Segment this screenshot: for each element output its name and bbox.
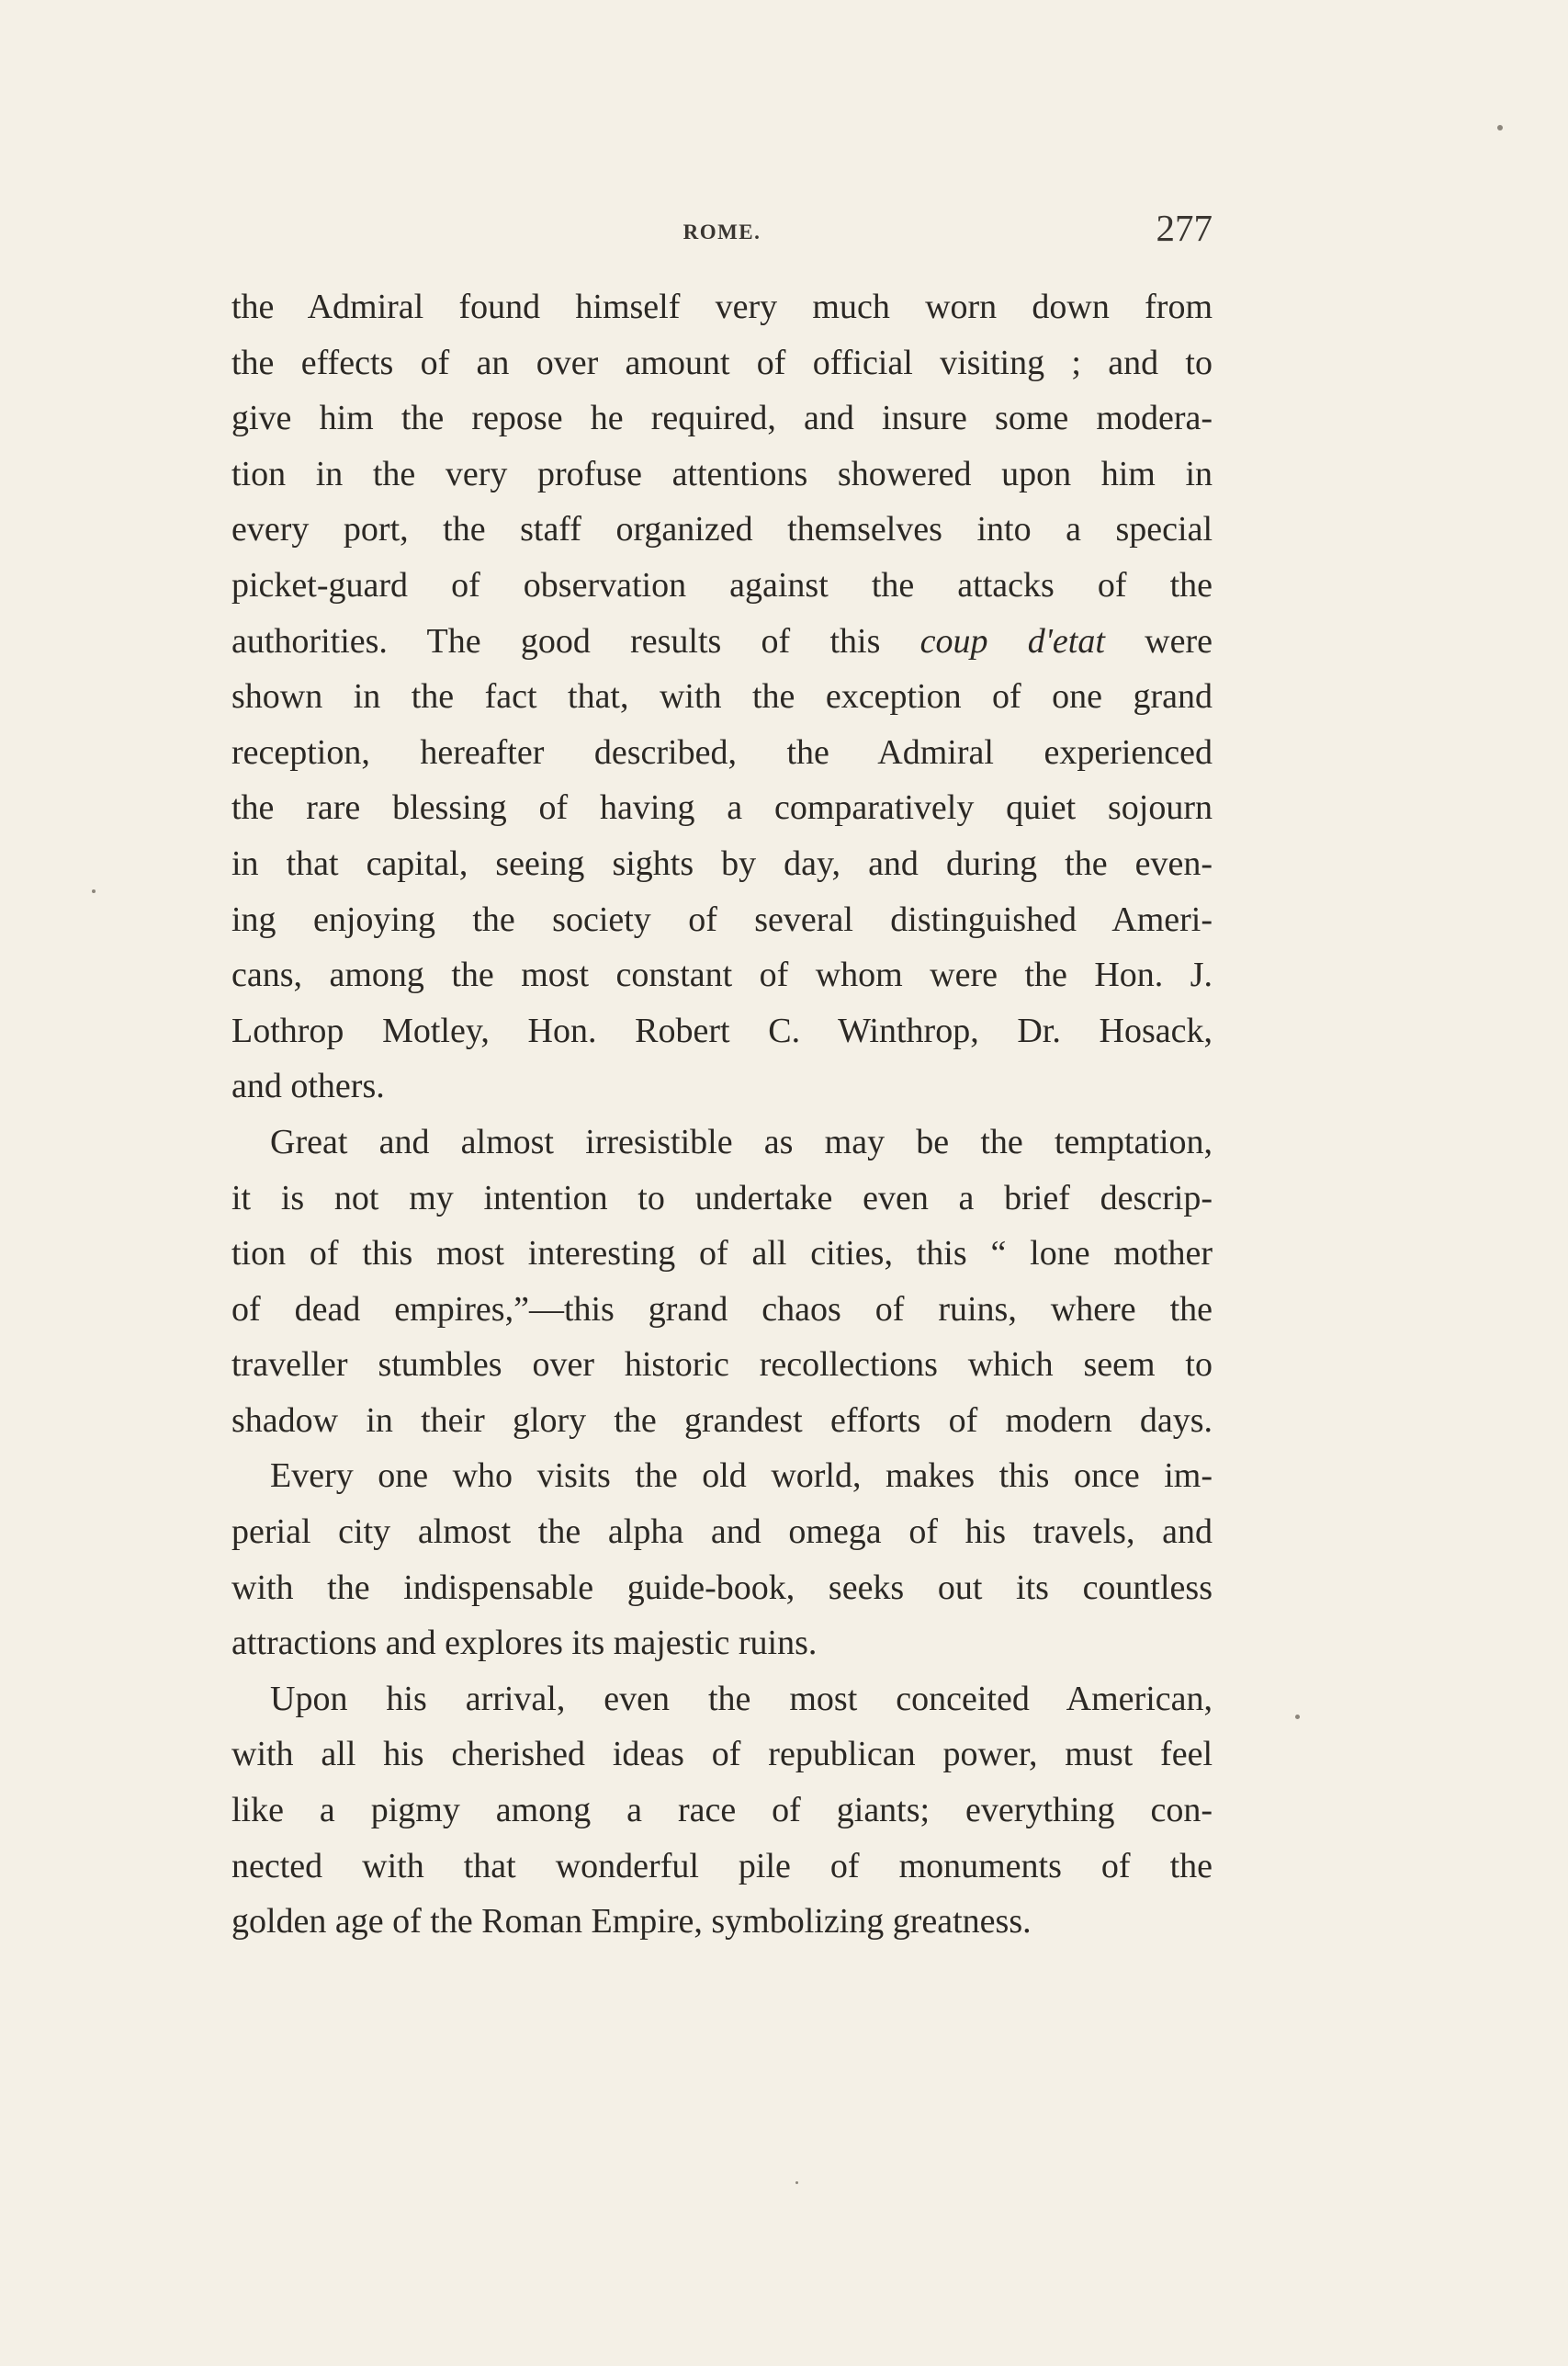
- text-line: it is not my intention to undertake even a brief descrip-: [231, 1178, 1213, 1217]
- running-head: [231, 206, 1213, 254]
- text-line: cans, among the most constant of whom were the Hon. J.: [231, 956, 1213, 995]
- text-line: tion in the very profuse attentions showered upon him in: [231, 454, 1213, 493]
- text-line: authorities. The good results of this coup d'etat were: [231, 621, 1213, 661]
- paper-speck: [92, 889, 96, 893]
- paragraph-3: [231, 1448, 1213, 1670]
- text-line: perial city almost the alpha and omega of his travels, and: [231, 1512, 1213, 1552]
- text-line: ing enjoying the society of several distinguished Ameri-: [231, 900, 1213, 939]
- text-line: shadow in their glory the grandest efforts of modern days.: [231, 1400, 1213, 1440]
- page-number: 277: [1156, 207, 1213, 249]
- text-line: and others.: [231, 1067, 385, 1106]
- text-line: nected with that wonderful pile of monuments of the: [231, 1846, 1213, 1885]
- body-text: [231, 279, 1213, 1950]
- text-line: with the indispensable guide-book, seeks out its countless: [231, 1568, 1213, 1607]
- text-line: picket-guard of observation against the attacks of the: [231, 565, 1213, 605]
- text-line: attractions and explores its majestic ruins.: [231, 1624, 818, 1663]
- text-line: in that capital, seeing sights by day, and during the even-: [231, 843, 1213, 883]
- text-line: every port, the staff organized themselves into a special: [231, 510, 1213, 549]
- text-line: Great and almost irresistible as may be the temptation,: [270, 1122, 1213, 1161]
- text-line: the rare blessing of having a comparatively quiet sojourn: [231, 788, 1213, 828]
- paragraph-2: [231, 1115, 1213, 1449]
- text-line: with all his cherished ideas of republican power, must feel: [231, 1735, 1213, 1774]
- text-line: like a pigmy among a race of giants; everything con-: [231, 1791, 1213, 1830]
- text-line: traveller stumbles over historic recollections which seem to: [231, 1345, 1213, 1385]
- text-line: of dead empires,”—this grand chaos of ruins, where the: [231, 1289, 1213, 1329]
- paper-speck: [795, 2181, 798, 2184]
- text-line: shown in the fact that, with the exception of one grand: [231, 677, 1213, 717]
- text-line: golden age of the Roman Empire, symbolizing greatness.: [231, 1902, 1032, 1941]
- text-line: Every one who visits the old world, makes this once im-: [270, 1456, 1213, 1496]
- text-line: the effects of an over amount of official visiting ; and to: [231, 343, 1213, 382]
- text-line: give him the repose he required, and insure some modera-: [231, 399, 1213, 438]
- running-title: ROME.: [682, 221, 761, 243]
- text-line: reception, hereafter described, the Admiral experienced: [231, 732, 1213, 772]
- text-line: Upon his arrival, even the most conceited American,: [270, 1679, 1213, 1718]
- text-line: tion of this most interesting of all cities, this “ lone mother: [231, 1234, 1213, 1274]
- paragraph-4: [231, 1671, 1213, 1950]
- text-line: Lothrop Motley, Hon. Robert C. Winthrop, Dr. Hosack,: [231, 1011, 1213, 1050]
- paper-speck: [1295, 1715, 1300, 1719]
- text-line: the Admiral found himself very much worn down from: [231, 288, 1213, 326]
- paper-speck: [1497, 125, 1503, 130]
- paragraph-1: [231, 279, 1213, 1115]
